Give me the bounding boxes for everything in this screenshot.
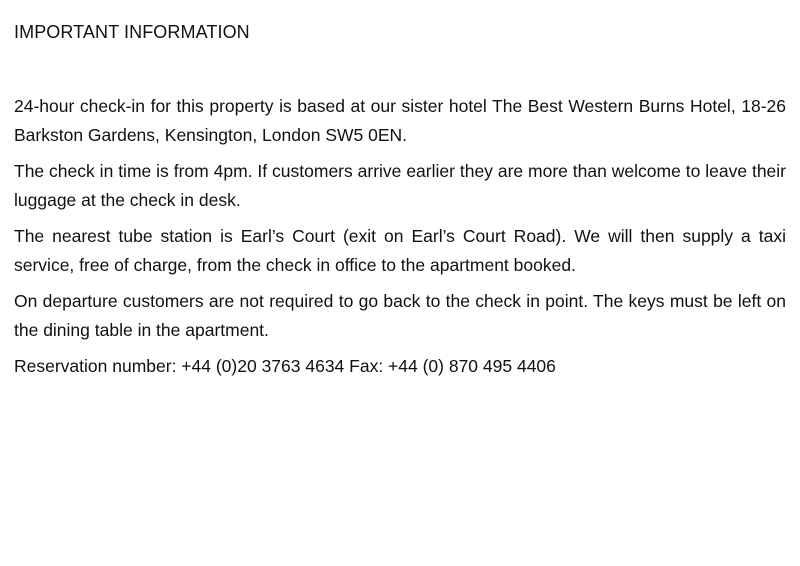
- document-heading: IMPORTANT INFORMATION: [14, 22, 250, 42]
- checkin-time-paragraph: The check in time is from 4pm. If customers arrive earlier they are more than welcome to leave their luggage at the check in desk.: [14, 161, 786, 210]
- departure-paragraph: On departure customers are not required to go back to the check in point. The keys must be left on the dining table in the apartment.: [14, 291, 786, 340]
- tube-station-paragraph: The nearest tube station is Earl’s Court (exit on Earl’s Court Road). We will then supply a taxi service, free of charge, from the check in office to the apartment booked.: [14, 226, 786, 275]
- reservation-contact-line: Reservation number: +44 (0)20 3763 4634 Fax: +44 (0) 870 495 4406: [14, 356, 556, 376]
- checkin-location-paragraph: 24-hour check-in for this property is based at our sister hotel The Best Western Burns Hotel, 18-26 Barkston Gardens, Kensington, London SW5 0EN.: [14, 96, 786, 145]
- document-body: [14, 20, 786, 381]
